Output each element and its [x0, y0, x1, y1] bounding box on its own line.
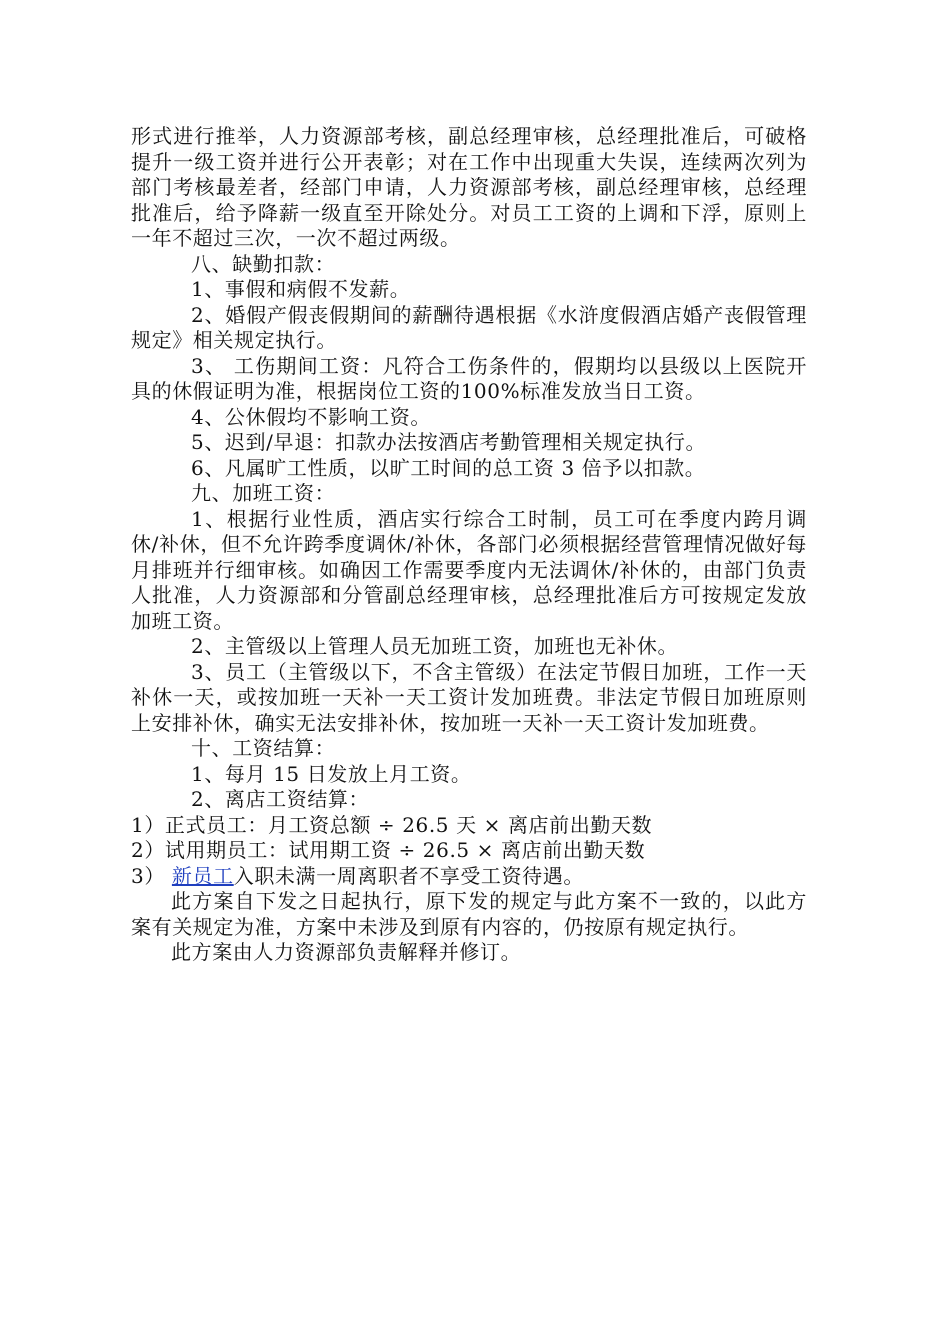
- clause-8-5: 5、迟到/早退：扣款办法按酒店考勤管理相关规定执行。: [191, 430, 707, 454]
- paragraph-intro: 形式进行推举，人力资源部考核，副总经理审核，总经理批准后，可破格提升一级工资并进行公开表彰；对在工作中出现重大失误，连续两次列为部门考核最差者，经部门申请，人力资源部考核，副总经理审核，总经理批准后，给予降薪一级直至开除处分。对员工工资的上调和下浮，原则上一年不超过三次，一次不超过两级。: [131, 124, 807, 250]
- clause-10-2-3-suffix: 入职未满一周离职者不享受工资待遇。: [233, 863, 584, 888]
- new-employee-link[interactable]: 新员工: [171, 863, 234, 888]
- document-body: [131, 124, 807, 966]
- section-heading-absence-deduction: 八、缺勤扣款：: [191, 251, 336, 276]
- clause-8-6: 6、凡属旷工性质，以旷工时间的总工资 3 倍予以扣款。: [191, 455, 706, 480]
- section-heading-salary-settlement: 十、工资结算：: [191, 736, 336, 760]
- clause-10-2-1: 1）正式员工：月工资总额 ÷ 26.5 天 × 离店前出勤天数: [131, 812, 653, 837]
- clause-10-2-2: 2）试用期员工：试用期工资 ÷ 26.5 × 离店前出勤天数: [131, 838, 646, 862]
- clause-9-2: 2、主管级以上管理人员无加班工资，加班也无补休。: [191, 634, 679, 658]
- clause-10-1: 1、每月 15 日发放上月工资。: [191, 761, 472, 786]
- clause-9-1: 1、根据行业性质，酒店实行综合工时制，员工可在季度内跨月调休/补休，但不允许跨季度调休/补休，各部门必须根据经营管理情况做好每月排班并行细审核。如确因工作需要季度内无法调休/补休的，由部门负责人批准，人力资源部和分管副总经理审核，总经理批准后方可按规定发放加班工资。: [131, 506, 807, 633]
- clause-10-2: 2、离店工资结算：: [191, 787, 370, 811]
- clause-8-2: 2、婚假产假丧假期间的薪酬待遇根据《水浒度假酒店婚产丧假管理规定》相关规定执行。: [131, 302, 807, 352]
- clause-8-1: 1、事假和病假不发薪。: [191, 277, 411, 301]
- clause-10-2-3: [131, 864, 807, 890]
- paragraph-execution: 此方案自下发之日起执行，原下发的规定与此方案不一致的，以此方案有关规定为准，方案中未涉及到原有内容的，仍按原有规定执行。: [131, 889, 807, 939]
- clause-8-4: 4、公休假均不影响工资。: [191, 404, 431, 429]
- paragraph-interpretation: 此方案由人力资源部负责解释并修订。: [171, 940, 522, 964]
- section-heading-overtime-pay: 九、加班工资：: [191, 481, 336, 505]
- clause-10-2-3-prefix: 3）: [131, 863, 165, 888]
- clause-9-3: 3、员工（主管级以下，不含主管级）在法定节假日加班，工作一天补休一天，或按加班一天补一天工资计发加班费。非法定节假日加班原则上安排补休，确实无法安排补休，按加班一天补一天工资计发加班费。: [131, 659, 807, 735]
- clause-8-3: 3、 工伤期间工资：凡符合工伤条件的，假期均以县级以上医院开具的休假证明为准，根据岗位工资的100%标准发放当日工资。: [131, 353, 807, 403]
